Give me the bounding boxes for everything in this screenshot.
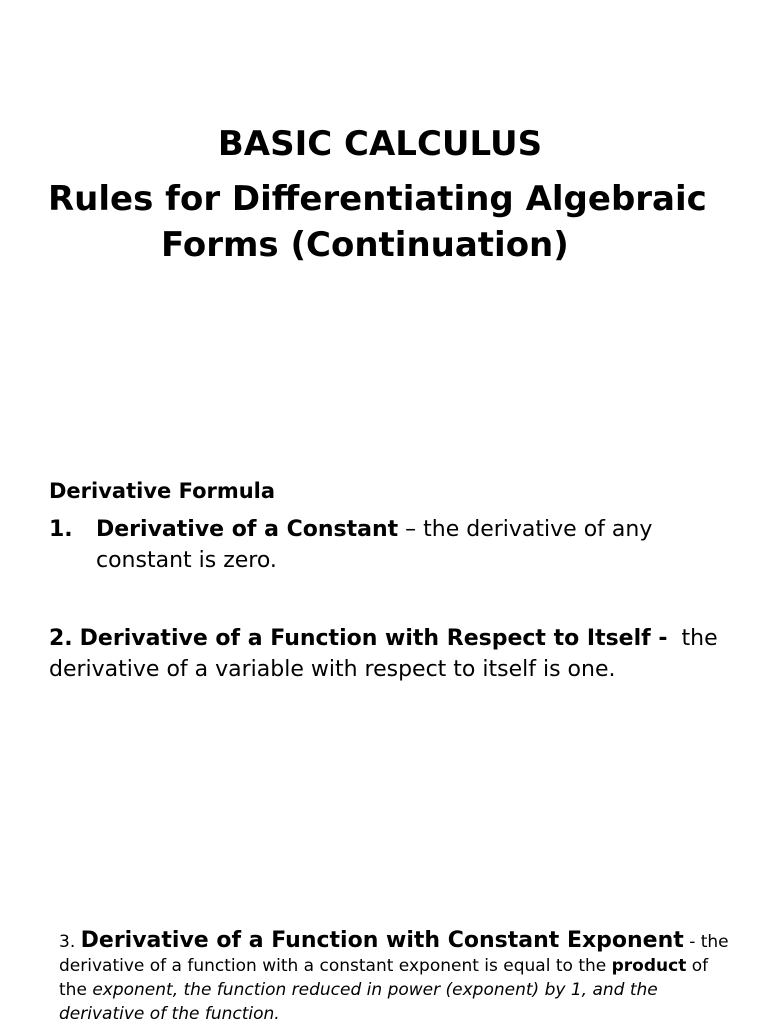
rule-term: Derivative of a Function with Constant Exponent: [80, 928, 684, 953]
rule-description-bold: product: [611, 956, 687, 976]
rule-separator: –: [398, 517, 424, 542]
rule-number: 2.: [49, 626, 73, 651]
rule-body: [96, 514, 729, 576]
rule-item-3: [59, 929, 739, 1024]
subtitle-line-1: Rules for Differentiating Algebraic: [48, 179, 707, 219]
page-title: BASIC CALCULUS: [217, 124, 543, 164]
rule-term: Derivative of a Function with Respect to Itself -: [79, 626, 668, 651]
rule-item-1: [49, 514, 729, 576]
rule-description: the derivative of a variable with respect to itself is one.: [49, 626, 718, 682]
rule-number: 1.: [49, 517, 73, 542]
rule-item-2: [49, 623, 739, 685]
rule-number: 3.: [59, 932, 76, 952]
rule-description: the derivative of any constant is zero.: [96, 517, 653, 573]
page-subtitle: [48, 176, 748, 268]
rule-description-italic: exponent, the function reduced in power (exponent) by 1, and the derivative of the function.: [59, 980, 658, 1024]
subtitle-line-2: Forms (Continuation): [161, 225, 569, 265]
rule-term: Derivative of a Constant: [96, 517, 399, 542]
section-heading: Derivative Formula: [49, 479, 276, 503]
rule-description-part2: of the: [59, 956, 709, 1000]
rule-description-part1: - the derivative of a function with a constant exponent is equal to the: [59, 932, 729, 976]
